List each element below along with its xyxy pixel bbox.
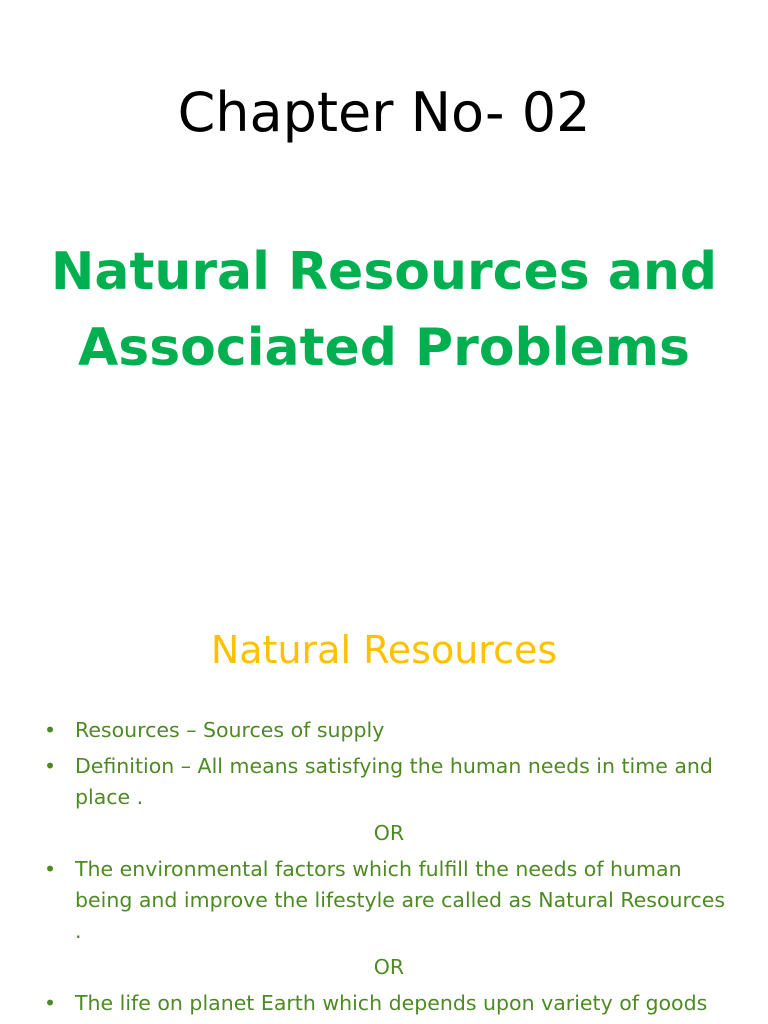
bullet-text: The life on planet Earth which depends upon variety of goods (75, 991, 708, 1015)
or-separator (44, 818, 734, 849)
bullet-text: Resources – Sources of supply (75, 718, 385, 742)
chapter-title: Chapter No- 02 (177, 81, 591, 144)
or-text: OR (373, 821, 405, 845)
content-slide (0, 592, 768, 1024)
main-title-line-1: Natural Resources and (50, 242, 718, 302)
bullet-text: Definition – All means satisfying the human needs in time and place . (75, 754, 713, 809)
main-title-line-2: Associated Problems (78, 318, 690, 378)
bullet-icon: • (44, 718, 57, 742)
bullet-list (44, 715, 734, 1024)
bullet-icon: • (44, 857, 57, 881)
bullet-item (44, 988, 734, 1019)
bullet-item (44, 854, 734, 947)
bullet-text: The environmental factors which fulfill the needs of human being and improve the lifestyle are called as Natural Resources . (75, 857, 726, 943)
main-title (0, 234, 768, 386)
bullet-item (44, 751, 734, 813)
or-separator (44, 952, 734, 983)
bullet-item (44, 715, 734, 746)
or-text: OR (373, 955, 405, 979)
bullet-icon: • (44, 754, 57, 778)
bullet-icon: • (44, 991, 57, 1015)
section-title: Natural Resources (210, 628, 558, 672)
